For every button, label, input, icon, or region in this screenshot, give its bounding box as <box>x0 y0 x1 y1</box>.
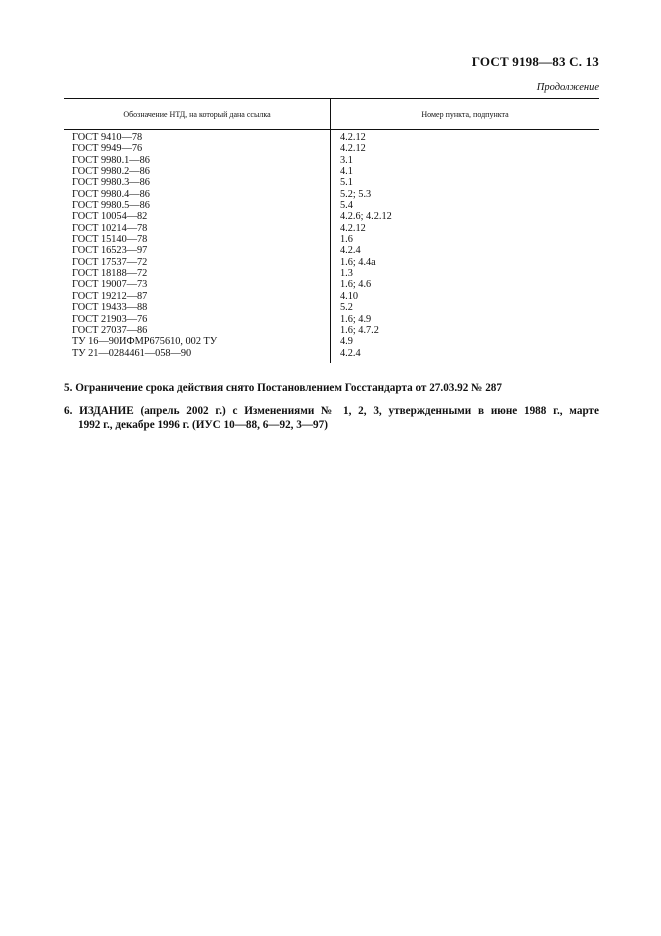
column-header-item: Номер пункта, подпункта <box>421 109 509 119</box>
table-cell-document: ГОСТ 9980.2—86 <box>72 166 150 178</box>
table-cell-document: ГОСТ 18188—72 <box>72 268 148 280</box>
table-cell-document: ТУ 16—90ИФМР675610, 002 ТУ <box>72 336 218 348</box>
table-cell-document: ГОСТ 9949—76 <box>72 143 143 155</box>
table-cell-item: 4.2.4 <box>340 347 361 359</box>
table-cell-item: 4.9 <box>340 336 353 348</box>
table-cell-document: ГОСТ 10214—78 <box>72 222 148 234</box>
reference-table <box>64 98 599 363</box>
table-cell-document: ГОСТ 17537—72 <box>72 256 148 268</box>
table-cell-document: ГОСТ 9980.1—86 <box>72 154 150 166</box>
table-cell-document: ГОСТ 15140—78 <box>72 234 148 246</box>
table-cell-item: 1.6; 4.7.2 <box>340 324 379 336</box>
continuation-label: Продолжение <box>536 82 599 93</box>
table-cell-document: ГОСТ 27037—86 <box>72 324 148 336</box>
table-cell-item: 1.3 <box>340 268 353 280</box>
table-cell-document: ГОСТ 19433—88 <box>72 302 148 314</box>
table-cell-item: 1.6; 4.4а <box>340 256 376 268</box>
table-cell-document: ТУ 21—0284461—058—90 <box>72 347 192 359</box>
table-cell-item: 4.2.6; 4.2.12 <box>340 211 392 223</box>
table-cell-item: 1.6; 4.9 <box>340 313 372 325</box>
note-6 <box>64 405 599 432</box>
table-cell-document: ГОСТ 19007—73 <box>72 279 148 291</box>
item-column <box>331 130 599 363</box>
table-cell-item: 1.6 <box>340 234 353 246</box>
page-header-code: ГОСТ 9198—83 С. 13 <box>471 54 599 69</box>
table-header <box>64 99 599 130</box>
table-cell-document: ГОСТ 9410—78 <box>72 132 143 143</box>
note-6-line-1: 6. ИЗДАНИЕ (апрель 2002 г.) с Изменениями № 1, 2, 3, утвержденными в июне 1988 г., марте <box>64 405 599 417</box>
note-6-line-2: 1992 г., декабре 1996 г. (ИУС 10—88, 6—92, 3—97) <box>78 418 328 431</box>
table-cell-item: 5.1 <box>340 177 353 189</box>
table-cell-item: 3.1 <box>340 154 353 166</box>
document-column <box>64 130 331 363</box>
column-header-document: Обозначение НТД, на который дана ссылка <box>64 99 331 129</box>
table-cell-document: ГОСТ 9980.3—86 <box>72 177 150 189</box>
table-cell-document: ГОСТ 9980.5—86 <box>72 200 150 212</box>
table-cell-item: 5.4 <box>340 200 353 212</box>
table-cell-item: 5.2 <box>340 302 353 314</box>
table-cell-document: ГОСТ 21903—76 <box>72 313 148 325</box>
table-cell-item: 5.2; 5.3 <box>340 188 372 200</box>
table-cell-item: 4.2.12 <box>340 222 366 234</box>
table-cell-document: ГОСТ 10054—82 <box>72 211 148 223</box>
table-cell-item: 4.2.4 <box>340 245 361 257</box>
table-cell-document: ГОСТ 16523—97 <box>72 245 148 257</box>
table-cell-item: 4.10 <box>340 290 359 302</box>
table-body <box>64 130 599 363</box>
table-cell-item: 4.1 <box>340 166 353 178</box>
table-cell-item: 4.2.12 <box>340 143 366 155</box>
table-cell-document: ГОСТ 9980.4—86 <box>72 188 150 200</box>
table-cell-item: 4.2.12 <box>340 132 366 143</box>
table-cell-item: 1.6; 4.6 <box>340 279 372 291</box>
note-5: 5. Ограничение срока действия снято Постановлением Госстандарта от 27.03.92 № 287 <box>64 382 502 394</box>
table-cell-document: ГОСТ 19212—87 <box>72 290 148 302</box>
